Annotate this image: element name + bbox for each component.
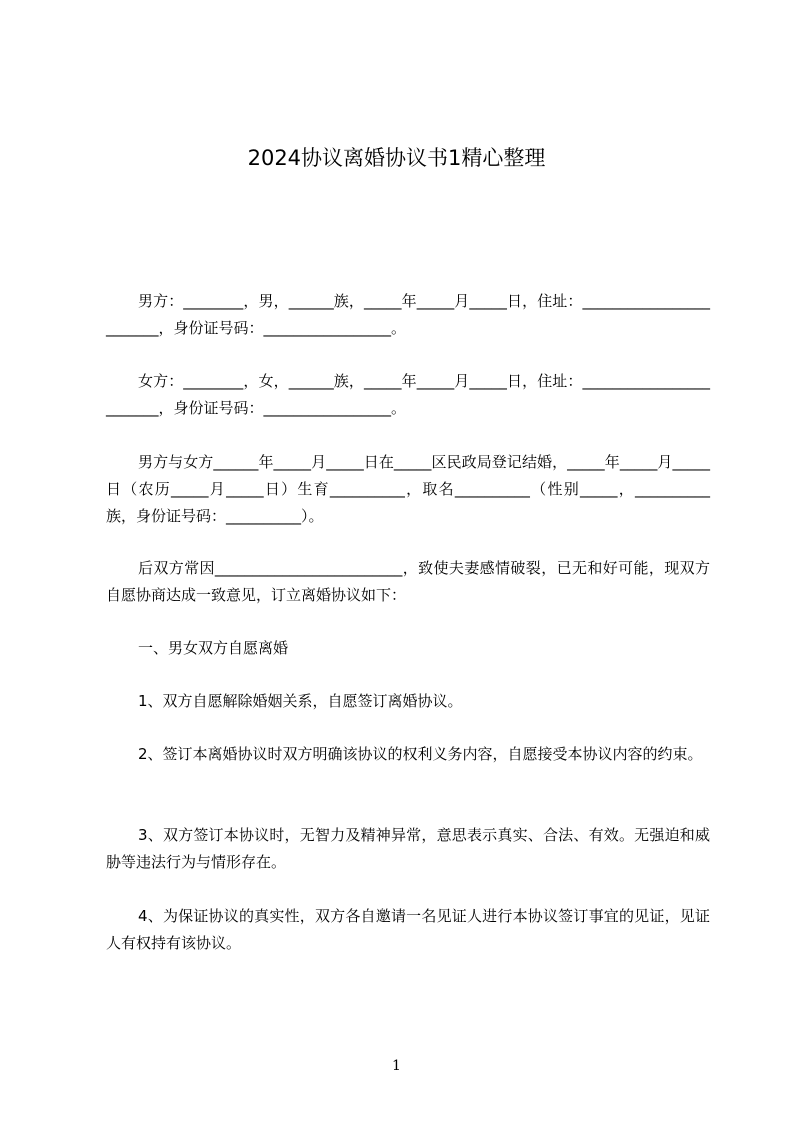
page-number: 1: [392, 1058, 401, 1074]
paragraph-reason: 后双方常因_________________________，致使夫妻感情破裂，已无和好可能，现双方自愿协商达成一致意见，订立离婚协议如下：: [106, 559, 710, 604]
document-title: 2024协议离婚协议书1精心整理: [247, 146, 546, 170]
clause-4: 4、为保证协议的真实性，双方各自邀请一名见证人进行本协议签订事宜的见证，见证人有权持有该协议。: [106, 907, 710, 952]
section-heading-1: 一、男女双方自愿离婚: [138, 639, 289, 657]
paragraph-wife-info: 女方：________，女，______族，_____年_____月_____日，住址：________________________，身份证号码：_________________。: [106, 372, 710, 417]
paragraph-marriage-info: 男方与女方______年_____月_____日在_____区民政局登记结婚，_____年_____月_____日（农历_____月_____日）生育__________，取名__________（性别_____，__________族，身份证号码：__________）。: [106, 453, 710, 525]
paragraph-husband-info: 男方：________，男，______族，_____年_____月_____日，住址：________________________，身份证号码：_________________。: [106, 292, 710, 337]
clause-2: 2、签订本离婚协议时双方明确该协议的权利义务内容，自愿接受本协议内容的约束。: [138, 745, 703, 763]
clause-1: 1、双方自愿解除婚姻关系，自愿签订离婚协议。: [138, 692, 463, 710]
clause-3: 3、双方签订本协议时，无智力及精神异常，意思表示真实、合法、有效。无强迫和威胁等违法行为与情形存在。: [106, 826, 710, 871]
